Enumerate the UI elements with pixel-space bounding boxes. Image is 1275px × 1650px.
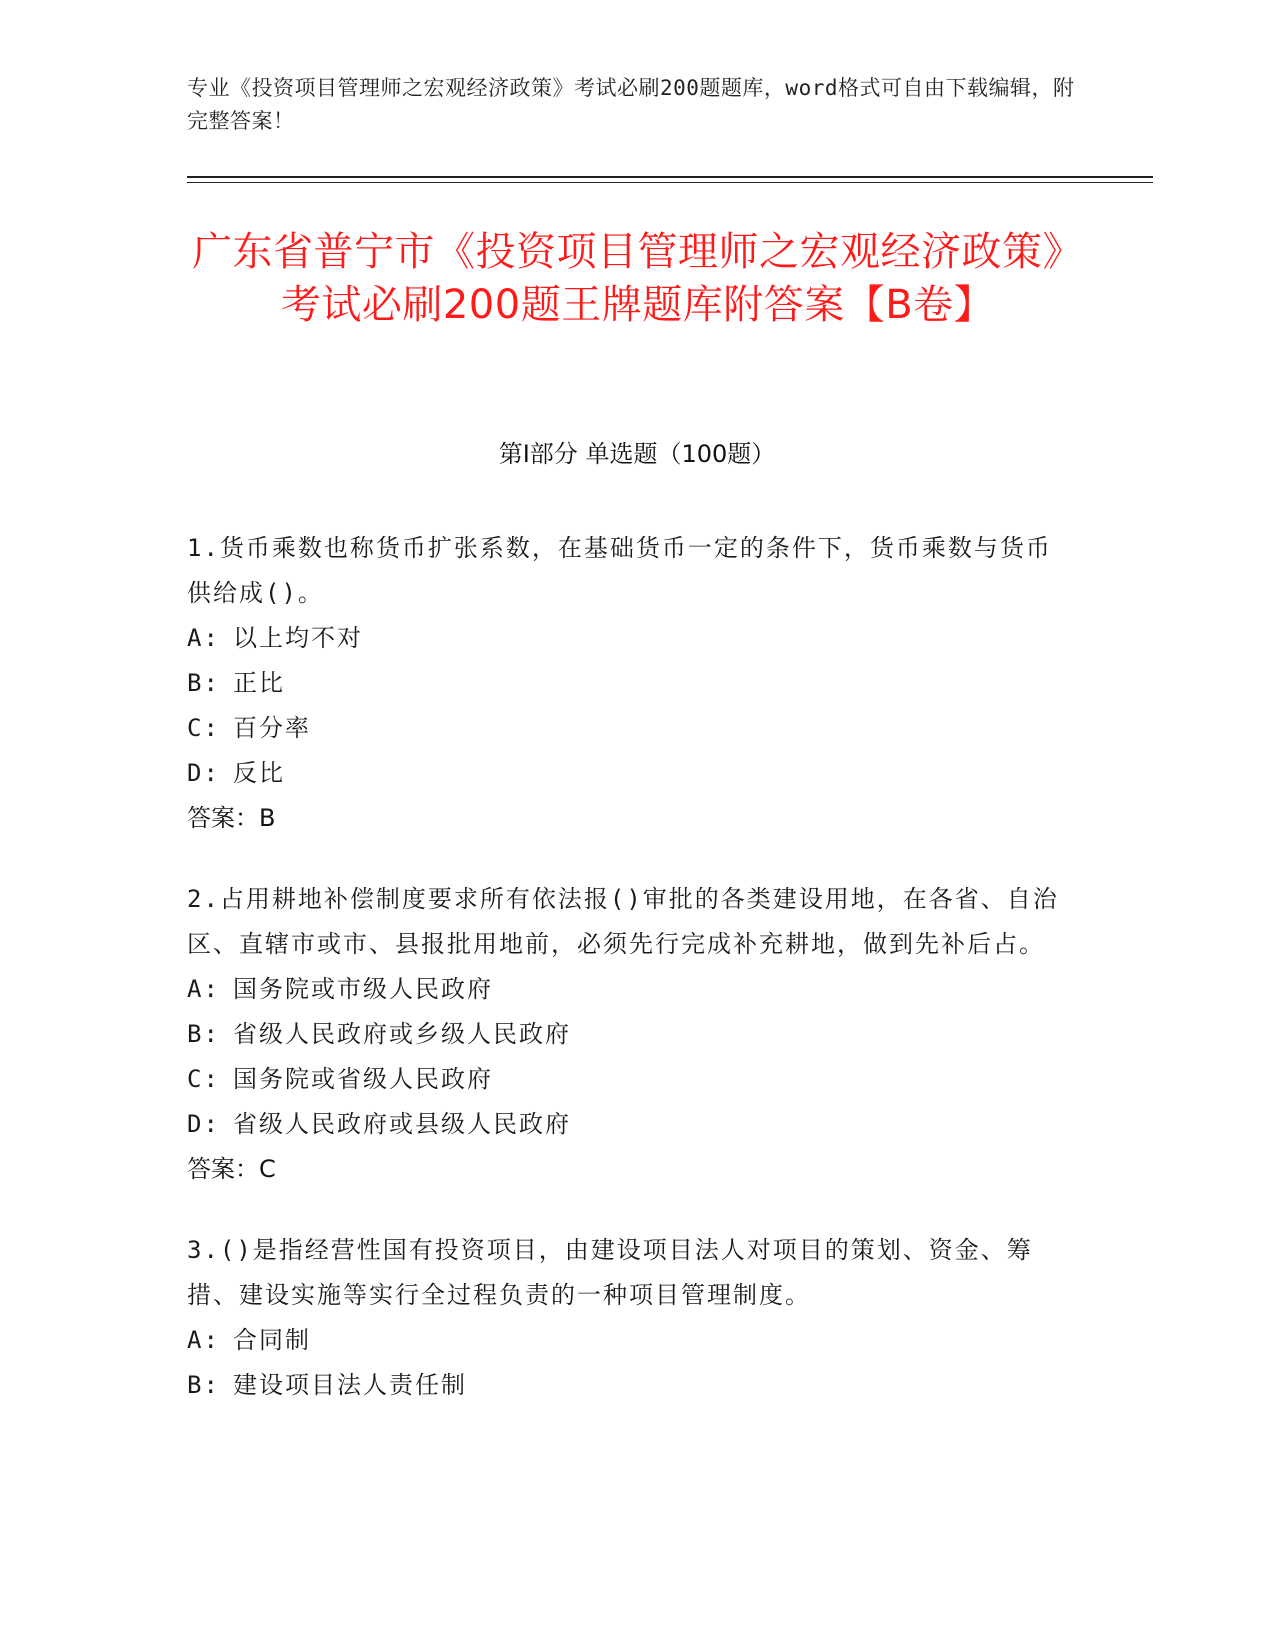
option-key: C: bbox=[187, 714, 220, 742]
option-key: B: bbox=[187, 1371, 220, 1399]
option-text: 以上均不对 bbox=[233, 624, 363, 652]
option-text: 百分率 bbox=[233, 714, 311, 742]
option-b bbox=[187, 1363, 1067, 1408]
option-text: 正比 bbox=[233, 669, 285, 697]
option-c bbox=[187, 1057, 1067, 1102]
section-heading: 第Ⅰ部分 单选题（100题） bbox=[498, 440, 776, 468]
answer-line: 答案：B bbox=[187, 804, 276, 832]
option-key: D: bbox=[187, 759, 220, 787]
question-1 bbox=[187, 526, 1067, 841]
question-stem: 3.()是指经营性国有投资项目，由建设项目法人对项目的策划、资金、筹措、建设实施等实行全过程负责的一种项目管理制度。 bbox=[187, 1236, 1033, 1309]
option-text: 国务院或省级人民政府 bbox=[233, 1065, 493, 1093]
option-text: 省级人民政府或乡级人民政府 bbox=[233, 1020, 571, 1048]
option-key: D: bbox=[187, 1110, 220, 1138]
option-text: 合同制 bbox=[233, 1326, 311, 1354]
option-text: 建设项目法人责任制 bbox=[233, 1371, 467, 1399]
option-b bbox=[187, 661, 1067, 706]
option-key: A: bbox=[187, 975, 220, 1003]
option-text: 反比 bbox=[233, 759, 285, 787]
document-title: 广东省普宁市《投资项目管理师之宏观经济政策》考试必刷200题王牌题库附答案【B卷】 bbox=[192, 229, 1083, 328]
option-key: A: bbox=[187, 624, 220, 652]
question-2 bbox=[187, 877, 1067, 1192]
question-stem: 2.占用耕地补偿制度要求所有依法报()审批的各类建设用地，在各省、自治区、直辖市或市、县报批用地前，必须先行完成补充耕地，做到先补后占。 bbox=[187, 885, 1059, 958]
option-key: B: bbox=[187, 1020, 220, 1048]
option-b bbox=[187, 1012, 1067, 1057]
option-key: B: bbox=[187, 669, 220, 697]
option-a bbox=[187, 1318, 1067, 1363]
option-d bbox=[187, 751, 1067, 796]
option-a bbox=[187, 967, 1067, 1012]
option-a bbox=[187, 616, 1067, 661]
question-stem: 1.货币乘数也称货币扩张系数，在基础货币一定的条件下，货币乘数与货币供给成()。 bbox=[187, 534, 1052, 607]
option-key: A: bbox=[187, 1326, 220, 1354]
question-list bbox=[187, 526, 1067, 1444]
question-3 bbox=[187, 1228, 1067, 1408]
answer-line: 答案：C bbox=[187, 1155, 276, 1183]
option-c bbox=[187, 706, 1067, 751]
option-d bbox=[187, 1102, 1067, 1147]
header-divider-thin bbox=[187, 182, 1153, 183]
header-note: 专业《投资项目管理师之宏观经济政策》考试必刷200题题库，word格式可自由下载编辑，附完整答案！ bbox=[187, 76, 1075, 133]
option-text: 国务院或市级人民政府 bbox=[233, 975, 493, 1003]
header-divider-thick bbox=[187, 176, 1153, 178]
option-key: C: bbox=[187, 1065, 220, 1093]
option-text: 省级人民政府或县级人民政府 bbox=[233, 1110, 571, 1138]
